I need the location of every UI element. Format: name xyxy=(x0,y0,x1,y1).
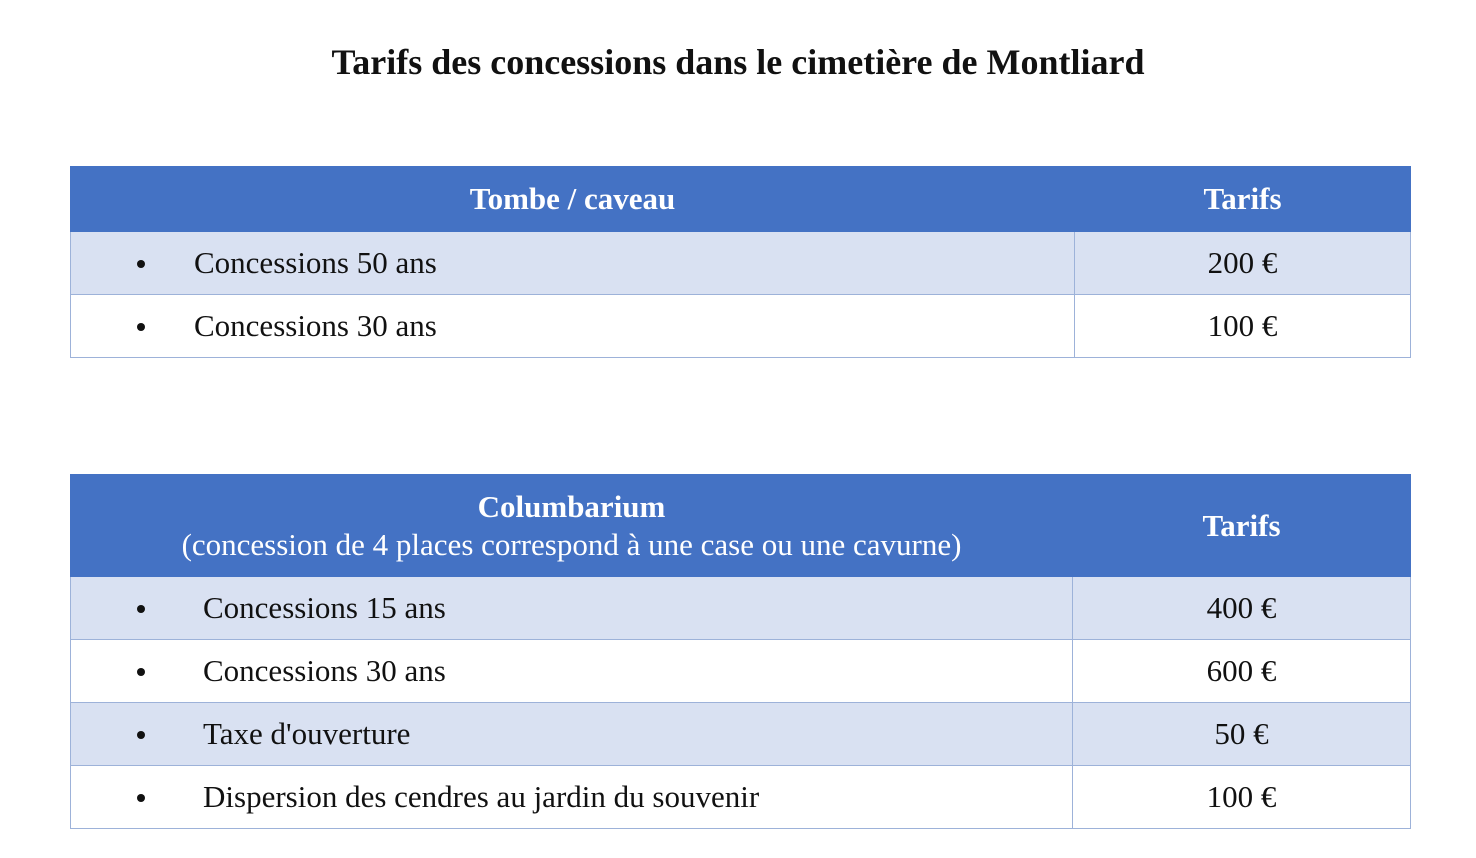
table-header-row xyxy=(71,475,1411,577)
item-cell xyxy=(71,577,1073,640)
bullet-icon xyxy=(137,668,145,676)
column-header-item-label: Tombe / caveau xyxy=(469,181,676,216)
table-header-row xyxy=(71,167,1411,232)
item-label: Concessions 30 ans xyxy=(194,308,437,343)
page-title: Tarifs des concessions dans le cimetière de Montliard xyxy=(331,42,1145,82)
item-label: Concessions 15 ans xyxy=(203,590,446,625)
item-cell xyxy=(71,703,1073,766)
column-header-item xyxy=(71,167,1075,232)
table-row xyxy=(71,703,1411,766)
item-cell xyxy=(71,295,1075,358)
item-cell xyxy=(71,766,1073,829)
table-row xyxy=(71,640,1411,703)
price-cell: 600 € xyxy=(1073,640,1411,703)
column-header-item xyxy=(71,475,1073,577)
column-header-item-subtitle: (concession de 4 places correspond à une case ou une cavurne) xyxy=(181,526,962,562)
table-row xyxy=(71,295,1411,358)
price-cell: 100 € xyxy=(1075,295,1411,358)
bullet-icon xyxy=(137,323,145,331)
column-header-item-label: Columbarium xyxy=(477,488,666,524)
table-row xyxy=(71,232,1411,295)
tombe-caveau-table xyxy=(70,166,1411,358)
item-cell xyxy=(71,640,1073,703)
bullet-icon xyxy=(137,260,145,268)
item-cell xyxy=(71,232,1075,295)
price-cell: 50 € xyxy=(1073,703,1411,766)
price-cell: 100 € xyxy=(1073,766,1411,829)
bullet-icon xyxy=(137,605,145,613)
table-row xyxy=(71,577,1411,640)
item-label: Taxe d'ouverture xyxy=(203,716,411,751)
price-cell: 200 € xyxy=(1075,232,1411,295)
columbarium-table xyxy=(70,474,1411,829)
column-header-price: Tarifs xyxy=(1073,475,1411,577)
bullet-icon xyxy=(137,731,145,739)
item-label: Concessions 50 ans xyxy=(194,245,437,280)
item-label: Dispersion des cendres au jardin du souvenir xyxy=(203,779,760,814)
price-cell: 400 € xyxy=(1073,577,1411,640)
item-label: Concessions 30 ans xyxy=(203,653,446,688)
table-row xyxy=(71,766,1411,829)
column-header-price: Tarifs xyxy=(1075,167,1411,232)
bullet-icon xyxy=(137,794,145,802)
